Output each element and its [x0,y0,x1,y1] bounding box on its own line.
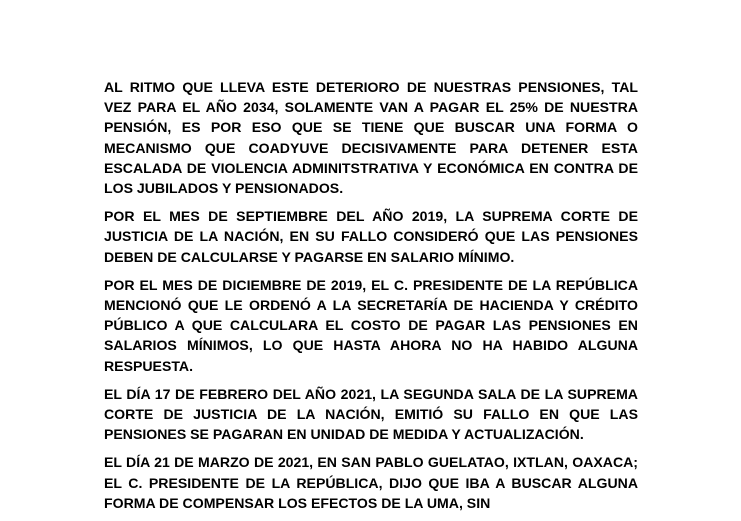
paragraph-december-2019-order: POR EL MES DE DICIEMBRE DE 2019, EL C. PRESIDENTE DE LA REPÚBLICA MENCIONÓ QUE LE ORDENÓ A LA SECRETARÍA DE HACIENDA Y CRÉDITO PÚBLICO A QUE CALCULARA EL COSTO DE PAGAR LAS PENSIONES EN SALARIOS MÍNIMOS, LO QUE HASTA AHORA NO HA HABIDO ALGUNA RESPUESTA. [104,276,638,374]
document-body [104,77,638,521]
paragraph-september-2019-ruling: POR EL MES DE SEPTIEMBRE DEL AÑO 2019, LA SUPREMA CORTE DE JUSTICIA DE LA NACIÓN, EN SU FALLO CONSIDERÓ QUE LAS PENSIONES DEBEN DE CALCULARSE Y PAGARSE EN SALARIO MÍNIMO. [104,208,638,265]
paragraph-march-2021-statement: EL DÍA 21 DE MARZO DE 2021, EN SAN PABLO GUELATAO, IXTLAN, OAXACA; EL C. PRESIDENTE DE LA REPÚBLICA, DIJO QUE IBA A BUSCAR ALGUNA FORMA DE COMPENSAR LOS EFECTOS DE LA UMA, SIN [104,454,638,511]
paragraph-pension-decline: AL RITMO QUE LLEVA ESTE DETERIORO DE NUESTRAS PENSIONES, TAL VEZ PARA EL AÑO 2034, SOLAMENTE VAN A PAGAR EL 25% DE NUESTRA PENSIÓN, ES POR ESO QUE SE TIENE QUE BUSCAR UNA FORMA O MECANISMO QUE COADYUVE DECISIVAMENTE PARA DETENER ESTA ESCALADA DE VIOLENCIA ADMINITSTRATIVA Y ECONÓMICA EN CONTRA DE LOS JUBILADOS Y PENSIONADOS. [104,79,638,197]
paragraph-february-2021-ruling: EL DÍA 17 DE FEBRERO DEL AÑO 2021, LA SEGUNDA SALA DE LA SUPREMA CORTE DE JUSTICIA DE LA NACIÓN, EMITIÓ SU FALLO EN QUE LAS PENSIONES SE PAGARAN EN UNIDAD DE MEDIDA Y ACTUALIZACIÓN. [104,385,638,443]
